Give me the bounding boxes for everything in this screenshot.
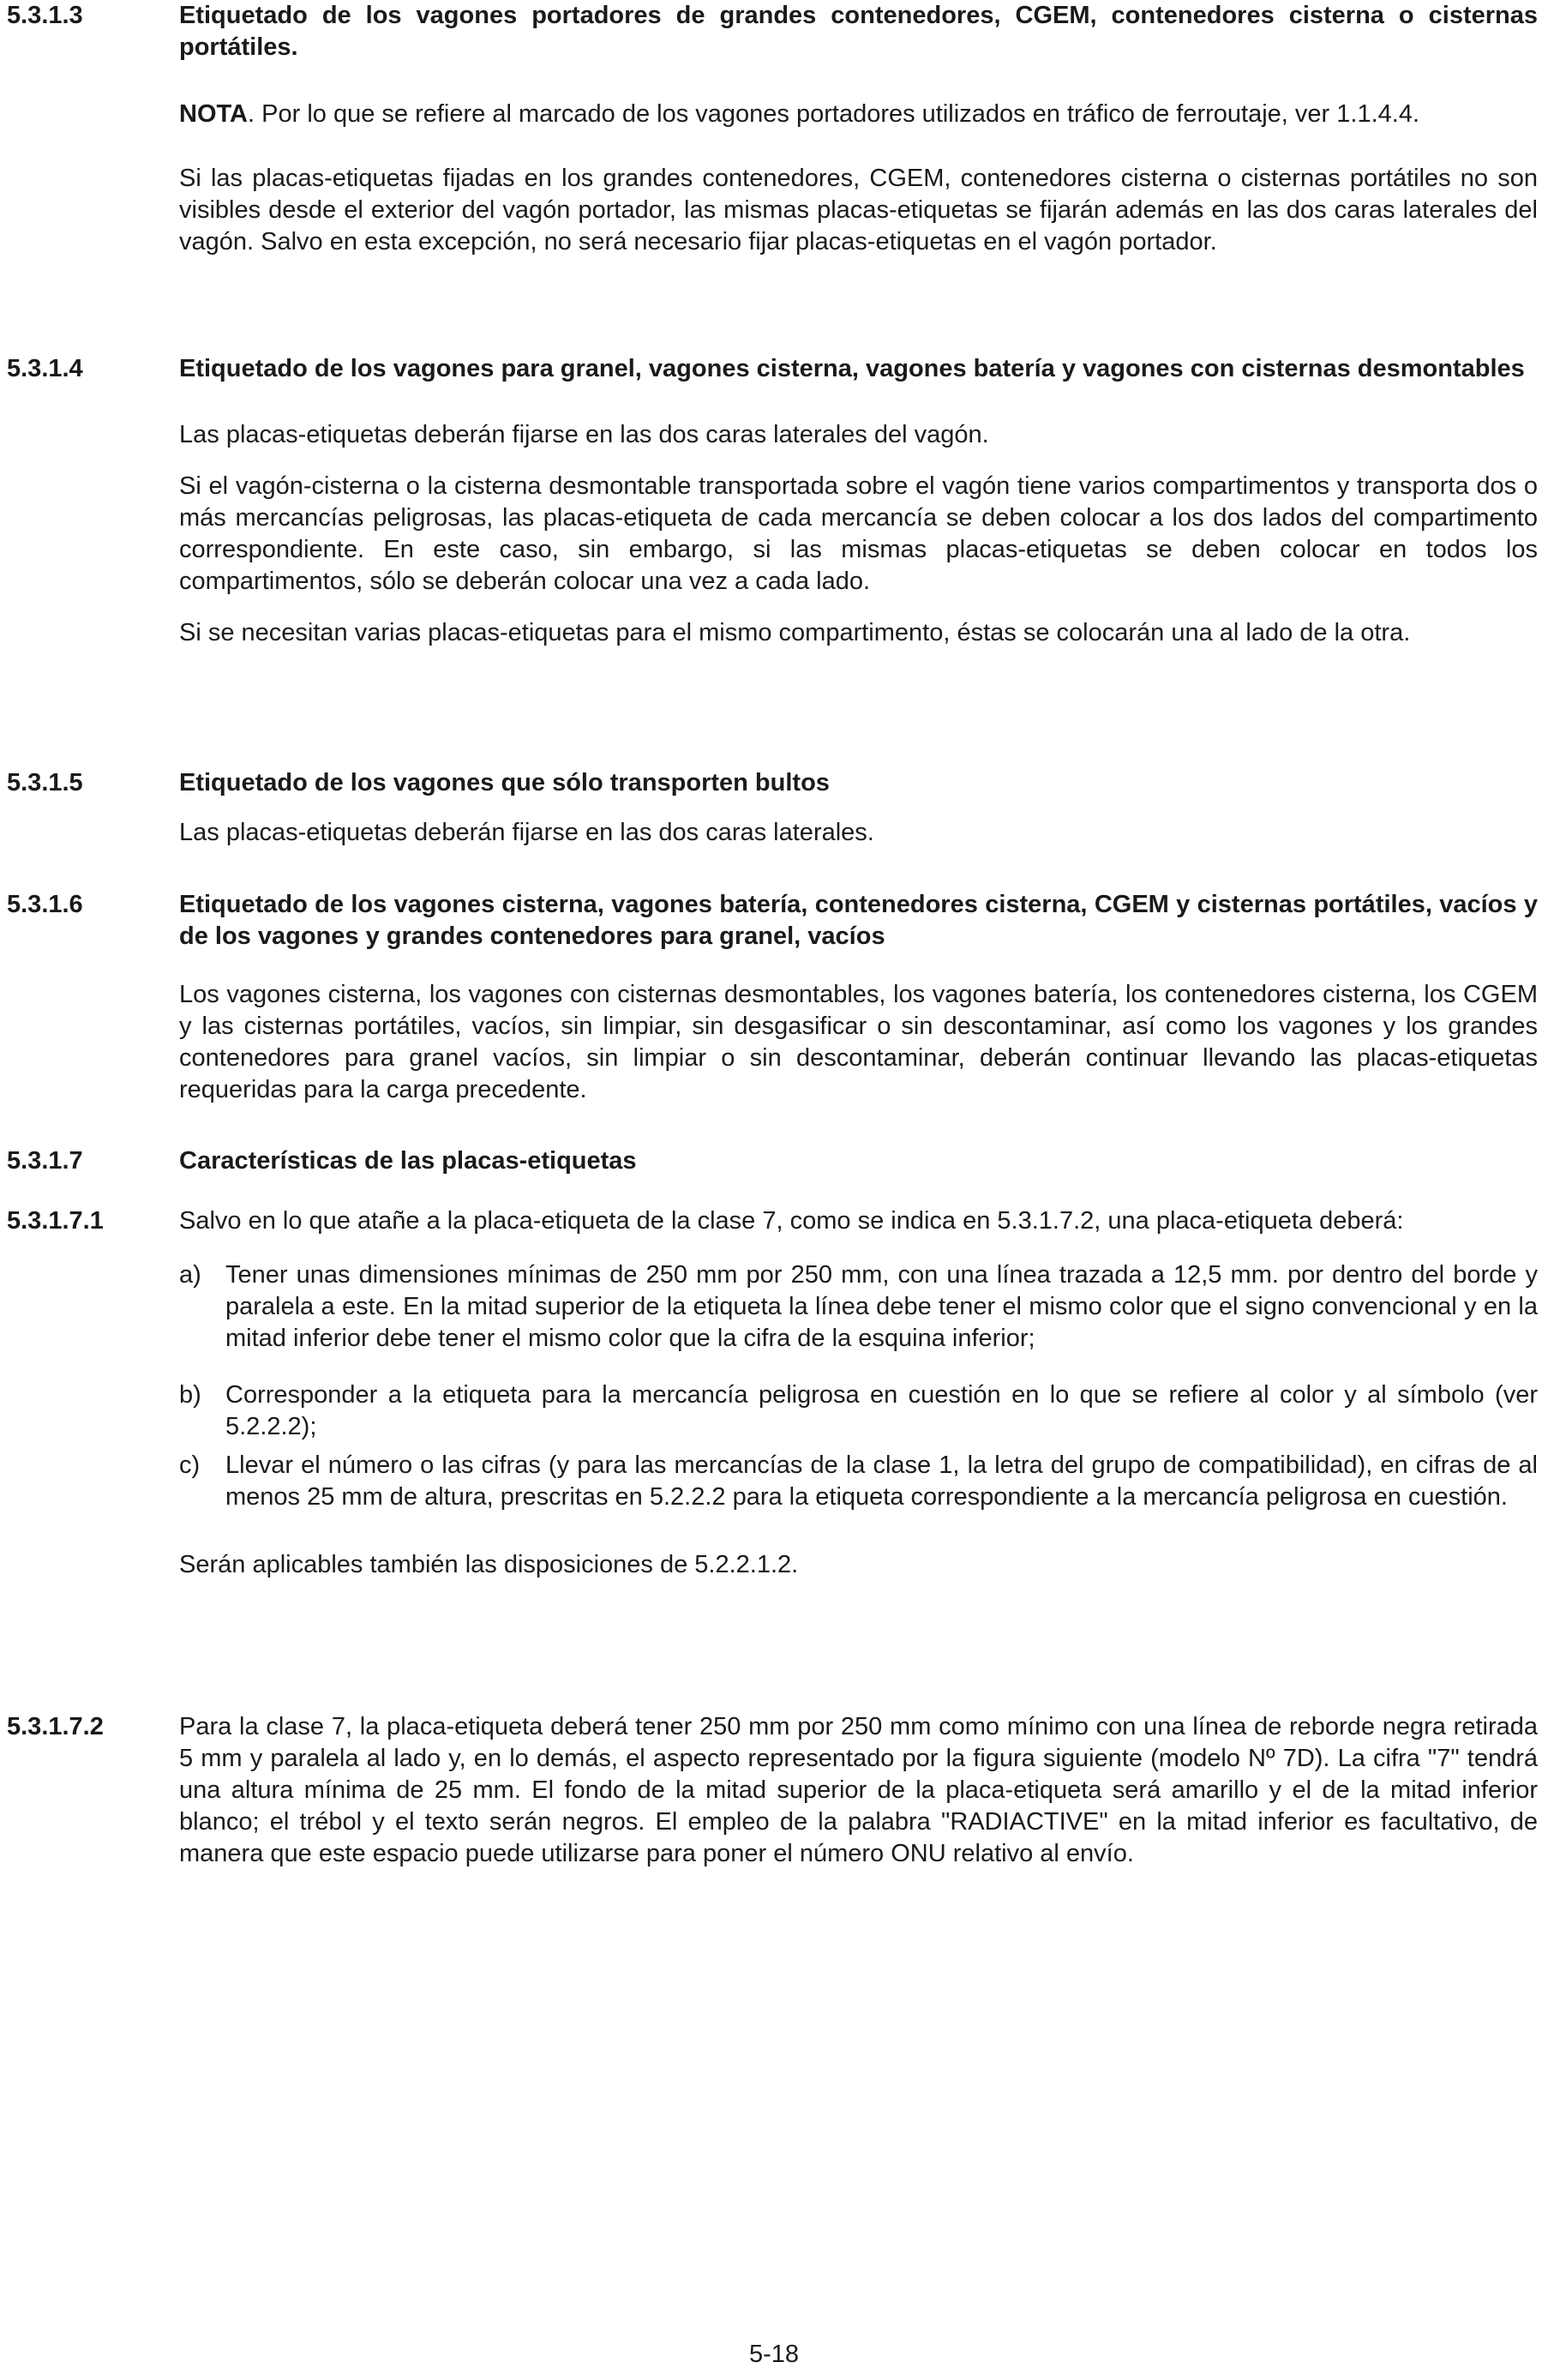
note-paragraph [179, 99, 1538, 130]
list-item-text: Tener unas dimensiones mínimas de 250 mm por 250 mm, con una línea trazada a 12,5 mm. por dentro del borde y paralela a este. En la mitad superior de la etiqueta la línea debe tener el mismo color que el signo convencional y en la mitad inferior debe tener el mismo color que la cifra de la esquina inferior; [225, 1261, 1538, 1352]
paragraph: Las placas-etiquetas deberán fijarse en las dos caras laterales del vagón. [179, 421, 989, 448]
list-item [179, 1450, 1538, 1513]
list-item-label: a) [179, 1261, 201, 1289]
list-item [179, 1259, 1538, 1355]
section-number: 5.3.1.7.2 [7, 1713, 104, 1740]
note-label: NOTA [179, 100, 249, 128]
section-heading: Etiquetado de los vagones para granel, vagones cisterna, vagones batería y vagones con cisternas desmontables [179, 355, 1525, 382]
section-number: 5.3.1.7 [7, 1147, 83, 1175]
paragraph: Las placas-etiquetas deberán fijarse en las dos caras laterales. [179, 819, 874, 846]
page-number: 5-18 [748, 2341, 800, 2368]
section-number: 5.3.1.6 [7, 891, 83, 918]
section-5-3-1-7-2 [0, 1711, 1548, 1870]
paragraph: Los vagones cisterna, los vagones con cisternas desmontables, los vagones batería, los contenedores cisterna, los CGEM y las cisternas portátiles, vacíos, sin limpiar, sin desgasificar o sin descontaminar, así como los vagones y los grandes contenedores para granel vacíos, sin limpiar o sin descontaminar, deberán continuar llevando las placas-etiquetas requeridas para la carga precedente. [179, 981, 1538, 1103]
list-item [179, 1379, 1538, 1443]
section-heading: Etiquetado de los vagones portadores de grandes contenedores, CGEM, contenedores cisterna o cisternas portátiles. [179, 2, 1538, 61]
section-heading: Etiquetado de los vagones cisterna, vagones batería, contenedores cisterna, CGEM y cisternas portátiles, vacíos y de los vagones y grandes contenedores para granel, vacíos [179, 891, 1538, 950]
paragraph: Si se necesitan varias placas-etiquetas para el mismo compartimento, éstas se colocarán una al lado de la otra. [179, 619, 1411, 646]
paragraph: Serán aplicables también las disposiciones de 5.2.2.1.2. [179, 1551, 799, 1578]
paragraph: Para la clase 7, la placa-etiqueta deberá tener 250 mm por 250 mm como mínimo con una línea de reborde negra retirada 5 mm y paralela al lado y, en lo demás, el aspecto representado por la figura siguiente (modelo Nº 7D). La cifra "7" tendrá una altura mínima de 25 mm. El fondo de la mitad superior de la placa-etiqueta será amarillo y el de la mitad inferior blanco; el trébol y el texto serán negros. El empleo de la palabra "RADIACTIVE" en la mitad inferior es facultativo, de manera que este espacio puede utilizarse para poner el número ONU relativo al envío. [179, 1713, 1538, 1867]
section-5-3-1-4 [0, 353, 1548, 649]
note-text: . Por lo que se refiere al marcado de los vagones portadores utilizados en tráfico de ferroutaje, ver 1.1.4.4. [248, 100, 1420, 128]
list-item-text: Llevar el número o las cifras (y para las mercancías de la clase 1, la letra del grupo de compatibilidad), en cifras de al menos 25 mm de altura, prescritas en 5.2.2.2 para la etiqueta correspondiente a la mercancía peligrosa en cuestión. [225, 1451, 1538, 1511]
section-5-3-1-5 [0, 767, 1548, 849]
list-item-text: Corresponder a la etiqueta para la mercancía peligrosa en cuestión en lo que se refiere al color y al símbolo (ver 5.2.2.2); [225, 1381, 1538, 1440]
section-5-3-1-7 [0, 1145, 1548, 1177]
section-heading: Características de las placas-etiquetas [179, 1147, 637, 1175]
section-heading: Etiquetado de los vagones que sólo transporten bultos [179, 769, 830, 796]
section-number: 5.3.1.3 [7, 2, 83, 29]
section-number: 5.3.1.7.1 [7, 1207, 104, 1235]
list-item-label: c) [179, 1451, 201, 1479]
paragraph: Si el vagón-cisterna o la cisterna desmontable transportada sobre el vagón tiene varios compartimentos y transporta dos o más mercancías peligrosas, las placas-etiqueta de cada mercancía se deben colocar a los dos lados del compartimento correspondiente. En este caso, sin embargo, si las mismas placas-etiquetas se deben colocar en todos los compartimentos, sólo se deberán colocar una vez a cada lado. [179, 472, 1538, 595]
section-5-3-1-6 [0, 889, 1548, 1106]
list-item-label: b) [179, 1381, 201, 1409]
section-5-3-1-7-1 [0, 1205, 1548, 1581]
section-number: 5.3.1.5 [7, 769, 83, 796]
section-number: 5.3.1.4 [7, 355, 83, 382]
paragraph: Si las placas-etiquetas fijadas en los grandes contenedores, CGEM, contenedores cisterna o cisternas portátiles no son visibles desde el exterior del vagón portador, las mismas placas-etiquetas se fijarán además en las dos caras laterales del vagón. Salvo en esta excepción, no será necesario fijar placas-etiquetas en el vagón portador. [179, 165, 1538, 255]
paragraph: Salvo en lo que atañe a la placa-etiqueta de la clase 7, como se indica en 5.3.1.7.2, una placa-etiqueta deberá: [179, 1207, 1404, 1235]
section-5-3-1-3 [0, 0, 1548, 258]
